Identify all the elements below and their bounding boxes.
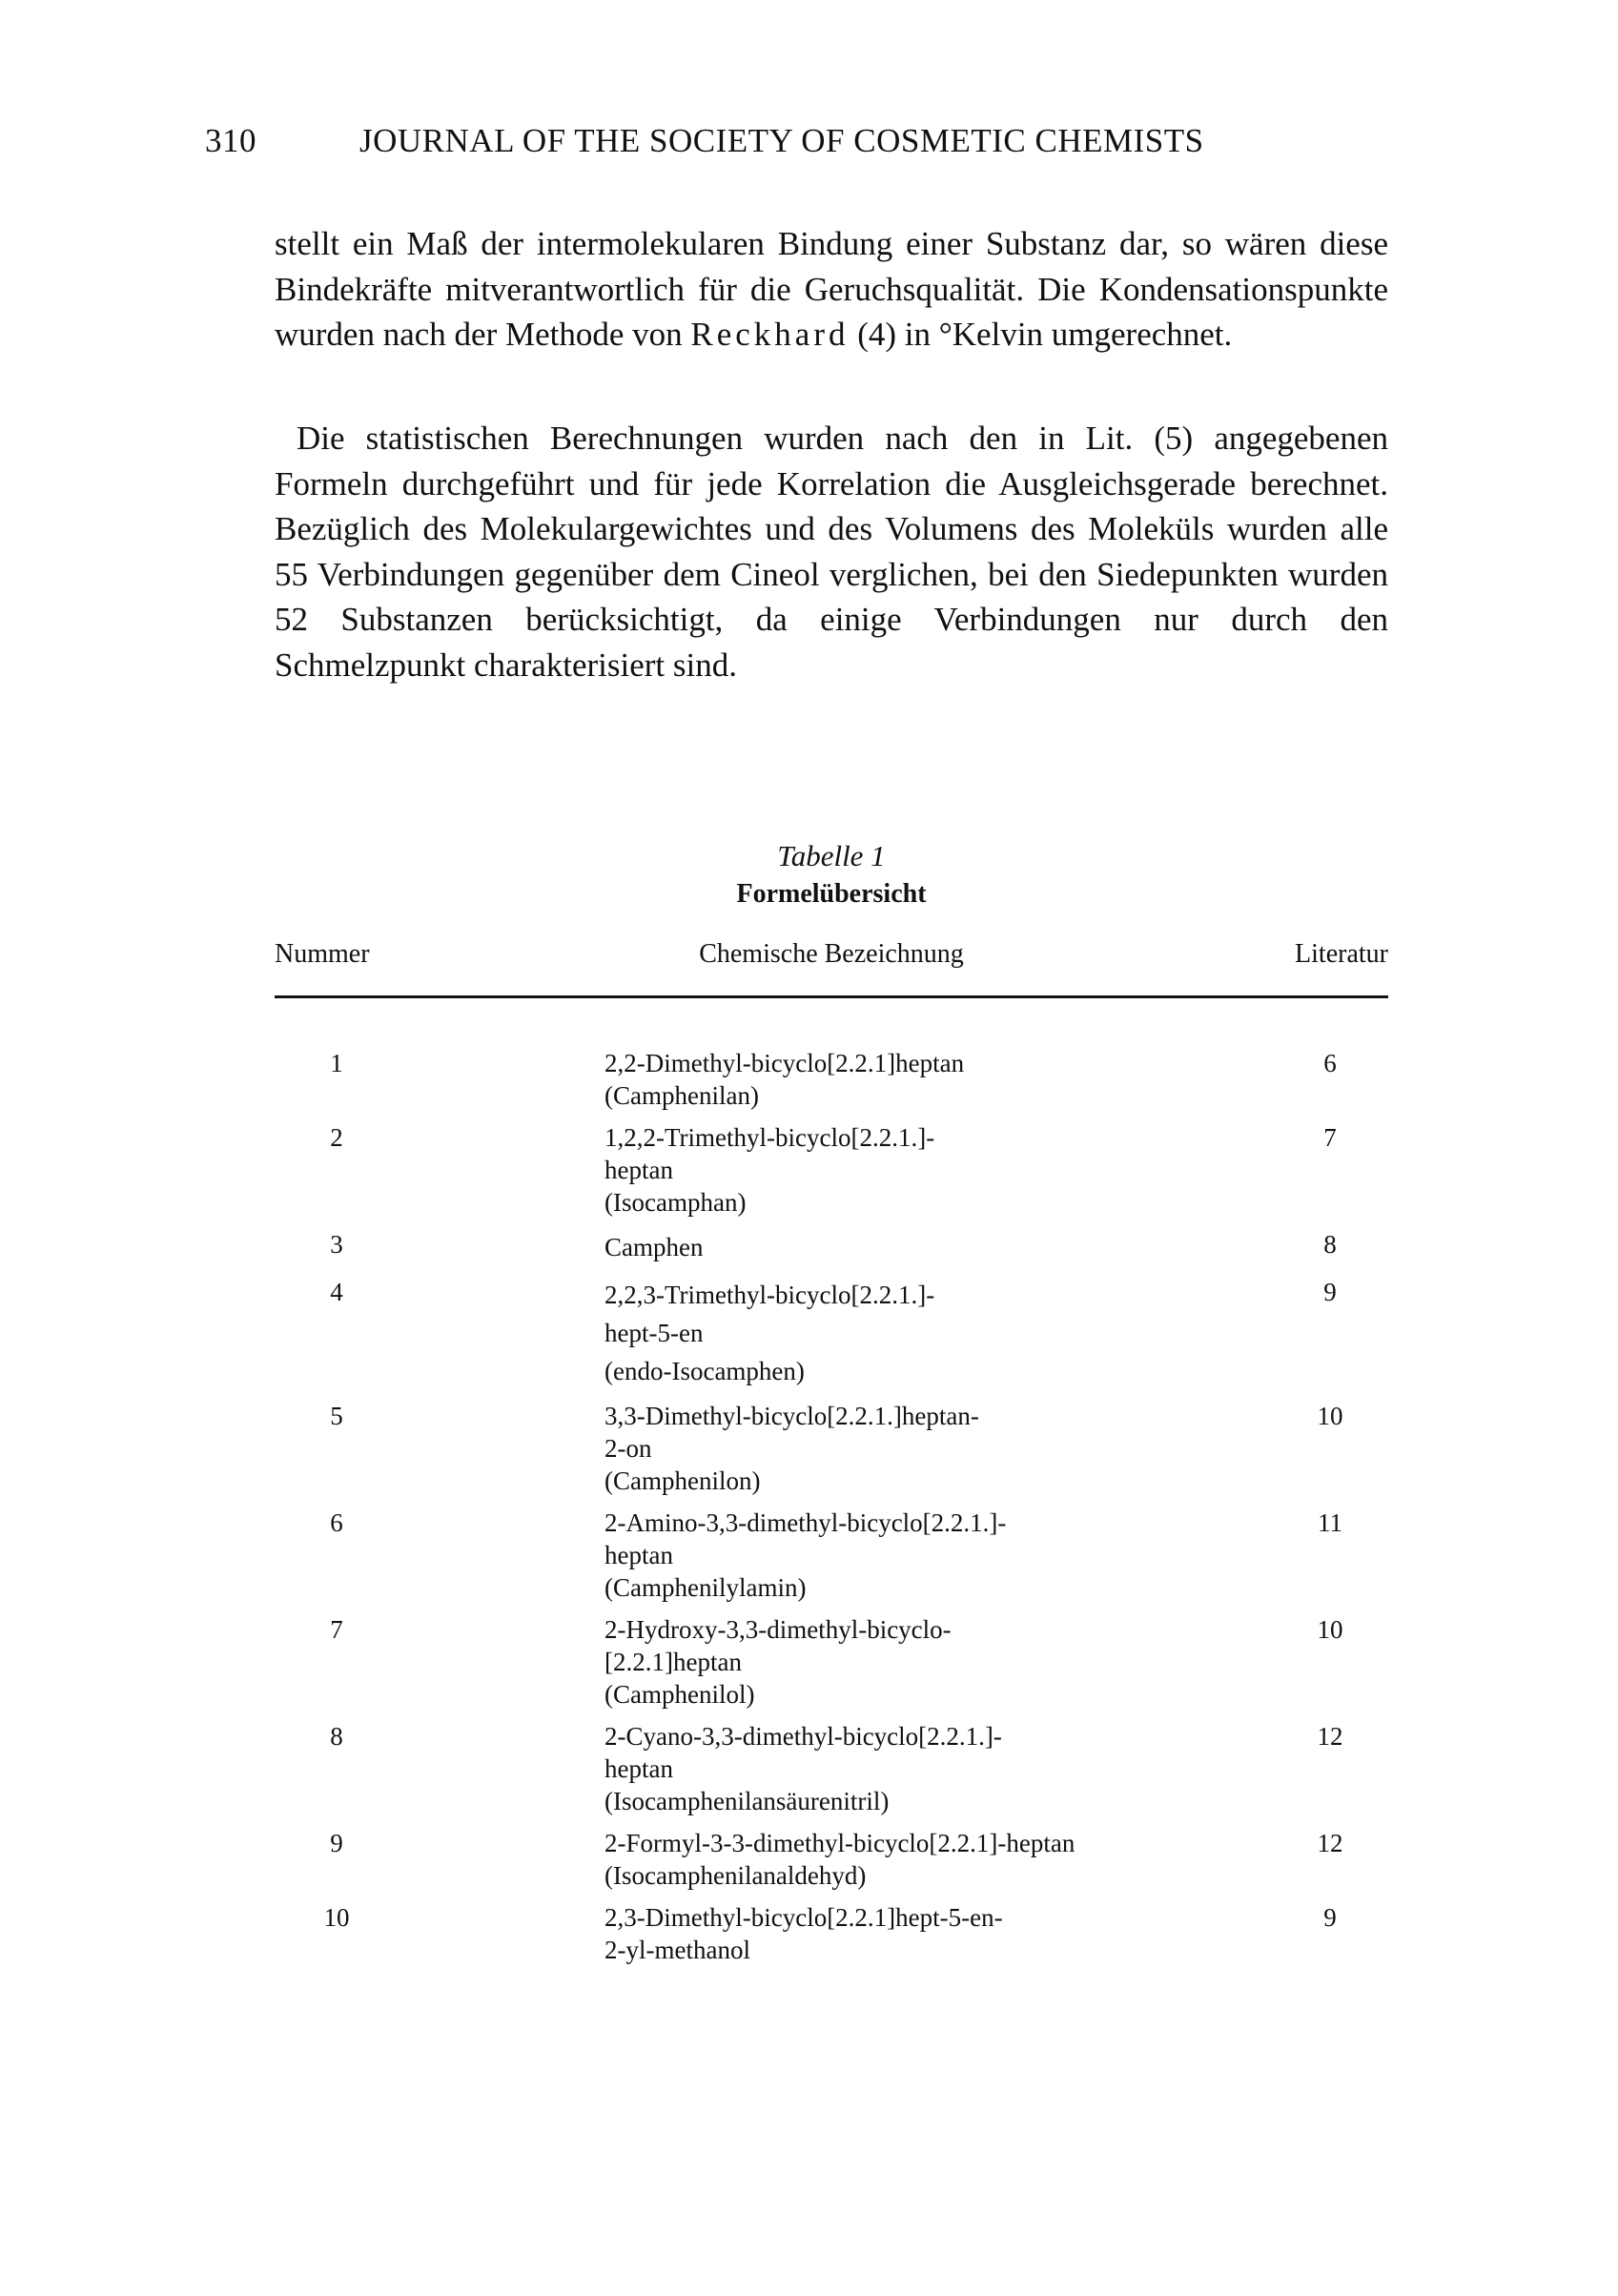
row-chemical-name [604,1121,1072,1219]
name-line: 2,2-Dimethyl-bicyclo[2.2.1]heptan [604,1049,965,1077]
name-line: heptan [604,1754,673,1783]
row-chemical-name [604,1400,1072,1497]
row-literature: 6 [1323,1049,1337,1077]
table-title: Formelübersicht [736,879,927,909]
row-literature: 10 [1317,1402,1343,1430]
row-literature: 9 [1323,1278,1337,1306]
row-literature: 8 [1323,1230,1337,1259]
row-chemical-name [604,1720,1072,1817]
paragraph-1-text-end: (4) in °Kelvin umgerechnet. [849,316,1233,353]
name-line: (Camphenilol) [604,1680,755,1709]
row-number: 5 [330,1402,343,1430]
name-line: 2,3-Dimethyl-bicyclo[2.2.1]hept-5-en- [604,1903,1003,1932]
row-literature: 7 [1323,1123,1337,1152]
name-line: 2-Hydroxy-3,3-dimethyl-bicyclo- [604,1615,952,1644]
name-line: (Isocamphan) [604,1188,747,1217]
name-line: heptan [604,1541,673,1569]
name-line: (Isocamphenilansäurenitril) [604,1787,890,1815]
table-label: Tabelle 1 [777,839,886,872]
table-header-rule [275,995,1388,998]
paragraph-2 [275,416,1388,687]
table-row [275,1827,1388,1892]
table-row [275,1613,1388,1711]
name-line: (Isocamphenilanaldehyd) [604,1861,867,1890]
row-literature: 10 [1317,1615,1343,1644]
name-line: (Camphenilylamin) [604,1573,807,1602]
table-row [275,1228,1388,1266]
table-row [275,1276,1388,1390]
row-number: 3 [330,1230,343,1259]
row-literature: 12 [1317,1829,1343,1857]
row-number: 9 [330,1829,343,1857]
name-line: (Camphenilan) [604,1081,759,1110]
column-header-name: Chemische Bezeichnung [699,939,964,969]
table-row [275,1901,1388,1966]
row-number: 1 [330,1049,343,1077]
table-row [275,1507,1388,1604]
name-line: hept-5-en [604,1319,704,1347]
row-number: 4 [330,1278,343,1306]
name-line: Camphen [604,1233,704,1261]
table-row [275,1720,1388,1817]
name-line: (endo-Isocamphen) [604,1357,805,1385]
name-line: 2,2,3-Trimethyl-bicyclo[2.2.1.]- [604,1281,935,1309]
name-line: [2.2.1]heptan [604,1648,742,1676]
column-header-literature: Literatur [1295,939,1388,969]
table-row [275,1400,1388,1497]
row-number: 10 [323,1903,350,1932]
name-line: 2-Cyano-3,3-dimethyl-bicyclo[2.2.1.]- [604,1722,1002,1751]
name-line: 3,3-Dimethyl-bicyclo[2.2.1.]heptan- [604,1402,979,1430]
author-reckhard: Reckhard [690,316,850,353]
name-line: 2-Formyl-3-3-dimethyl-bicyclo[2.2.1]-heptan [604,1829,1075,1857]
table-row [275,1047,1388,1112]
row-chemical-name [604,1047,1072,1112]
journal-title: JOURNAL OF THE SOCIETY OF COSMETIC CHEMISTS [359,122,1204,159]
paragraph-1 [275,221,1388,358]
row-chemical-name [604,1901,1072,1966]
row-literature: 12 [1317,1722,1343,1751]
row-literature: 9 [1323,1903,1337,1932]
row-literature: 11 [1318,1508,1342,1537]
paragraph-1-text-start: stellt ein Maß der intermolekularen Bindung einer Substanz dar, so wären diese Bindekräfte mitverantwortlich für die Geruchsqualität. Die Kondensationspunkte wurden nach der Methode von [275,225,1388,353]
name-line: 1,2,2-Trimethyl-bicyclo[2.2.1.]- [604,1123,935,1152]
row-number: 8 [330,1722,343,1751]
name-line: heptan [604,1156,673,1184]
table-row [275,1121,1388,1219]
row-chemical-name [604,1827,1075,1892]
page-number: 310 [205,122,256,159]
name-line: (Camphenilon) [604,1466,761,1495]
row-chemical-name [604,1228,1072,1266]
row-number: 6 [330,1508,343,1537]
row-number: 2 [330,1123,343,1152]
table-header [275,939,1388,974]
name-line: 2-on [604,1434,652,1463]
row-chemical-name [604,1507,1072,1604]
row-number: 7 [330,1615,343,1644]
paragraph-2-text: Die statistischen Berechnungen wurden nach den in Lit. (5) angegebenen Formeln durchgeführt und für jede Korrelation die Ausgleichsgerade berechnet. Bezüglich des Molekulargewichtes und des Volumens des Moleküls wurden alle 55 Verbindungen gegenüber dem Cineol verglichen, bei den Siedepunkten wurden 52 Substanzen berücksichtigt, da einige Verbindungen nur durch den Schmelzpunkt charakterisiert sind. [275,420,1388,684]
name-line: 2-yl-methanol [604,1936,750,1964]
column-header-number: Nummer [275,939,370,969]
row-chemical-name [604,1613,1072,1711]
name-line: 2-Amino-3,3-dimethyl-bicyclo[2.2.1.]- [604,1508,1007,1537]
table-body [275,1047,1388,1976]
row-chemical-name [604,1276,1072,1390]
